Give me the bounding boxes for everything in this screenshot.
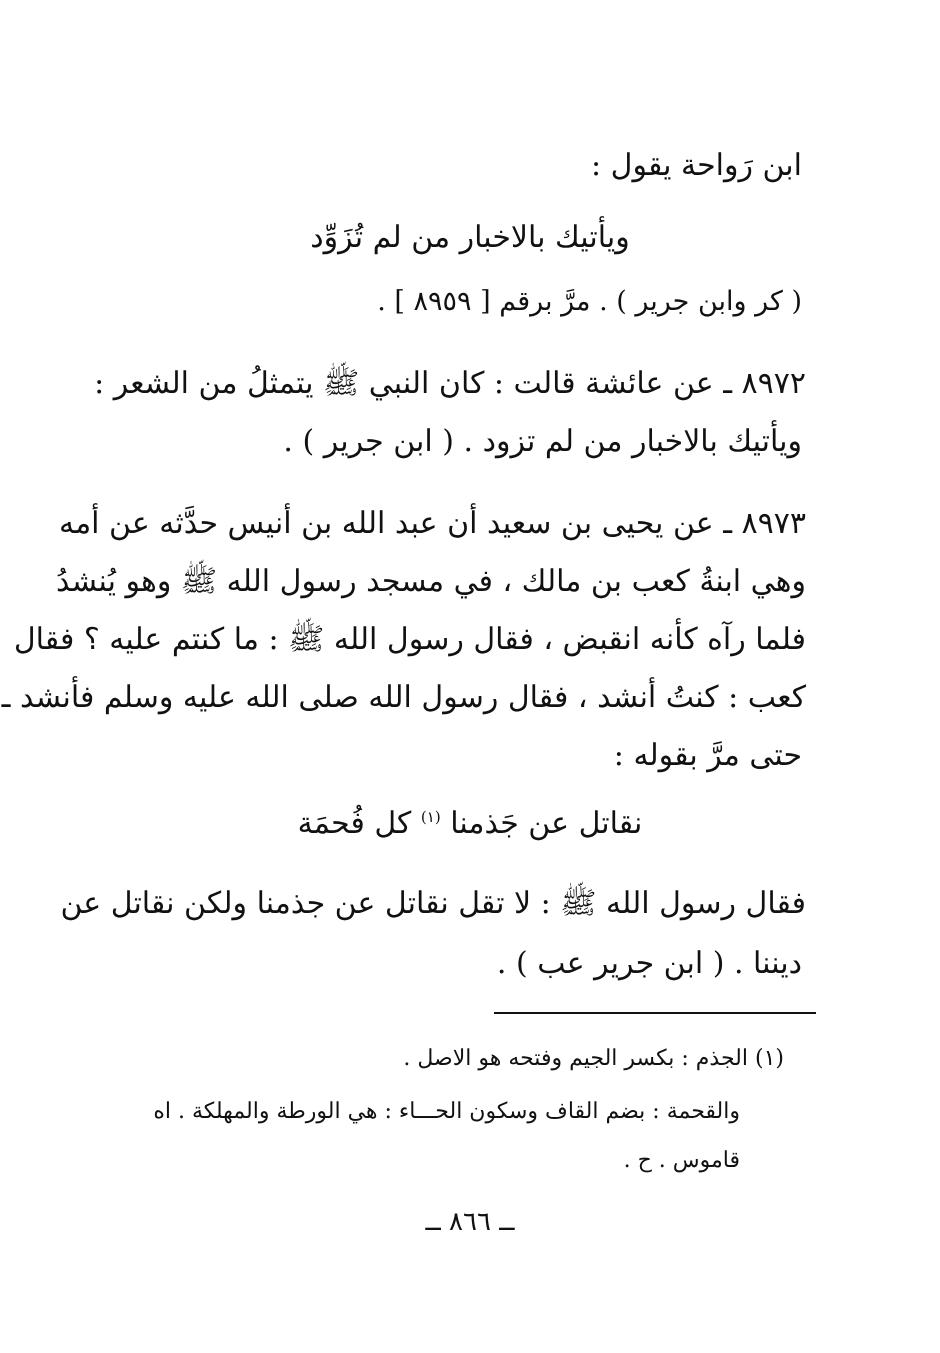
hadith-8972-line-1: ٨٩٧٢ ـ عن عائشة قالت : كان النبي ﷺ يتمثلُ من الشعر :: [94, 366, 806, 401]
footnote-line-2: والقحمة : بضم القاف وسكون الحـــاء : هي الورطة والمهلكة . اه: [153, 1099, 740, 1124]
footnote-marker: (١): [420, 808, 441, 826]
hadith-8973-line-3: فلما رآه كأنه انقبض ، فقال رسول الله ﷺ : ما كنتم عليه ؟ فقال: [13, 622, 806, 657]
source-citation-1: ( كر وابن جرير ) . مرَّ برقم [ ٨٩٥٩ ] .: [377, 286, 802, 317]
footnote-divider: [494, 1012, 816, 1014]
hadith-8973-line-6: فقال رسول الله ﷺ : لا تقل نقاتل عن جذمنا ولكن نقاتل عن: [60, 886, 806, 921]
footnote-line-3: قاموس . ح .: [623, 1148, 740, 1173]
hadith-8973-line-1: ٨٩٧٣ ـ عن يحيى بن سعيد أن عبد الله بن أنيس حدَّثه عن أمه: [59, 506, 806, 541]
page-number: ــ ٨٦٦ ــ: [425, 1207, 515, 1237]
poetry-verse-1: ويأتيك بالاخبار من لم تُزَوِّد: [310, 220, 630, 255]
footnote-line-1: (١) الجذم : بكسر الجيم وفتحه هو الاصل .: [403, 1046, 784, 1071]
poetry-verse-2-part-1: نقاتل عن جَذمنا: [450, 806, 643, 841]
hadith-8973-line-4: كعب : كنتُ أنشد ، فقال رسول الله صلى الله عليه وسلم فأنشد ـ: [1, 680, 806, 715]
hadith-8973-line-2: وهي ابنةُ كعب بن مالك ، في مسجد رسول الله ﷺ وهو يُنشدُ: [56, 564, 806, 599]
hadith-8973-line-5: حتى مرَّ بقوله :: [613, 738, 802, 773]
intro-line: ابن رَواحة يقول :: [591, 148, 802, 183]
hadith-8973-line-7: ديننا . ( ابن جرير عب ) .: [496, 946, 802, 981]
hadith-8972-line-2: ويأتيك بالاخبار من لم تزود . ( ابن جرير ) .: [283, 424, 802, 459]
poetry-verse-2: [0, 804, 940, 844]
poetry-verse-2-part-2: كل فُحمَة: [297, 806, 412, 841]
